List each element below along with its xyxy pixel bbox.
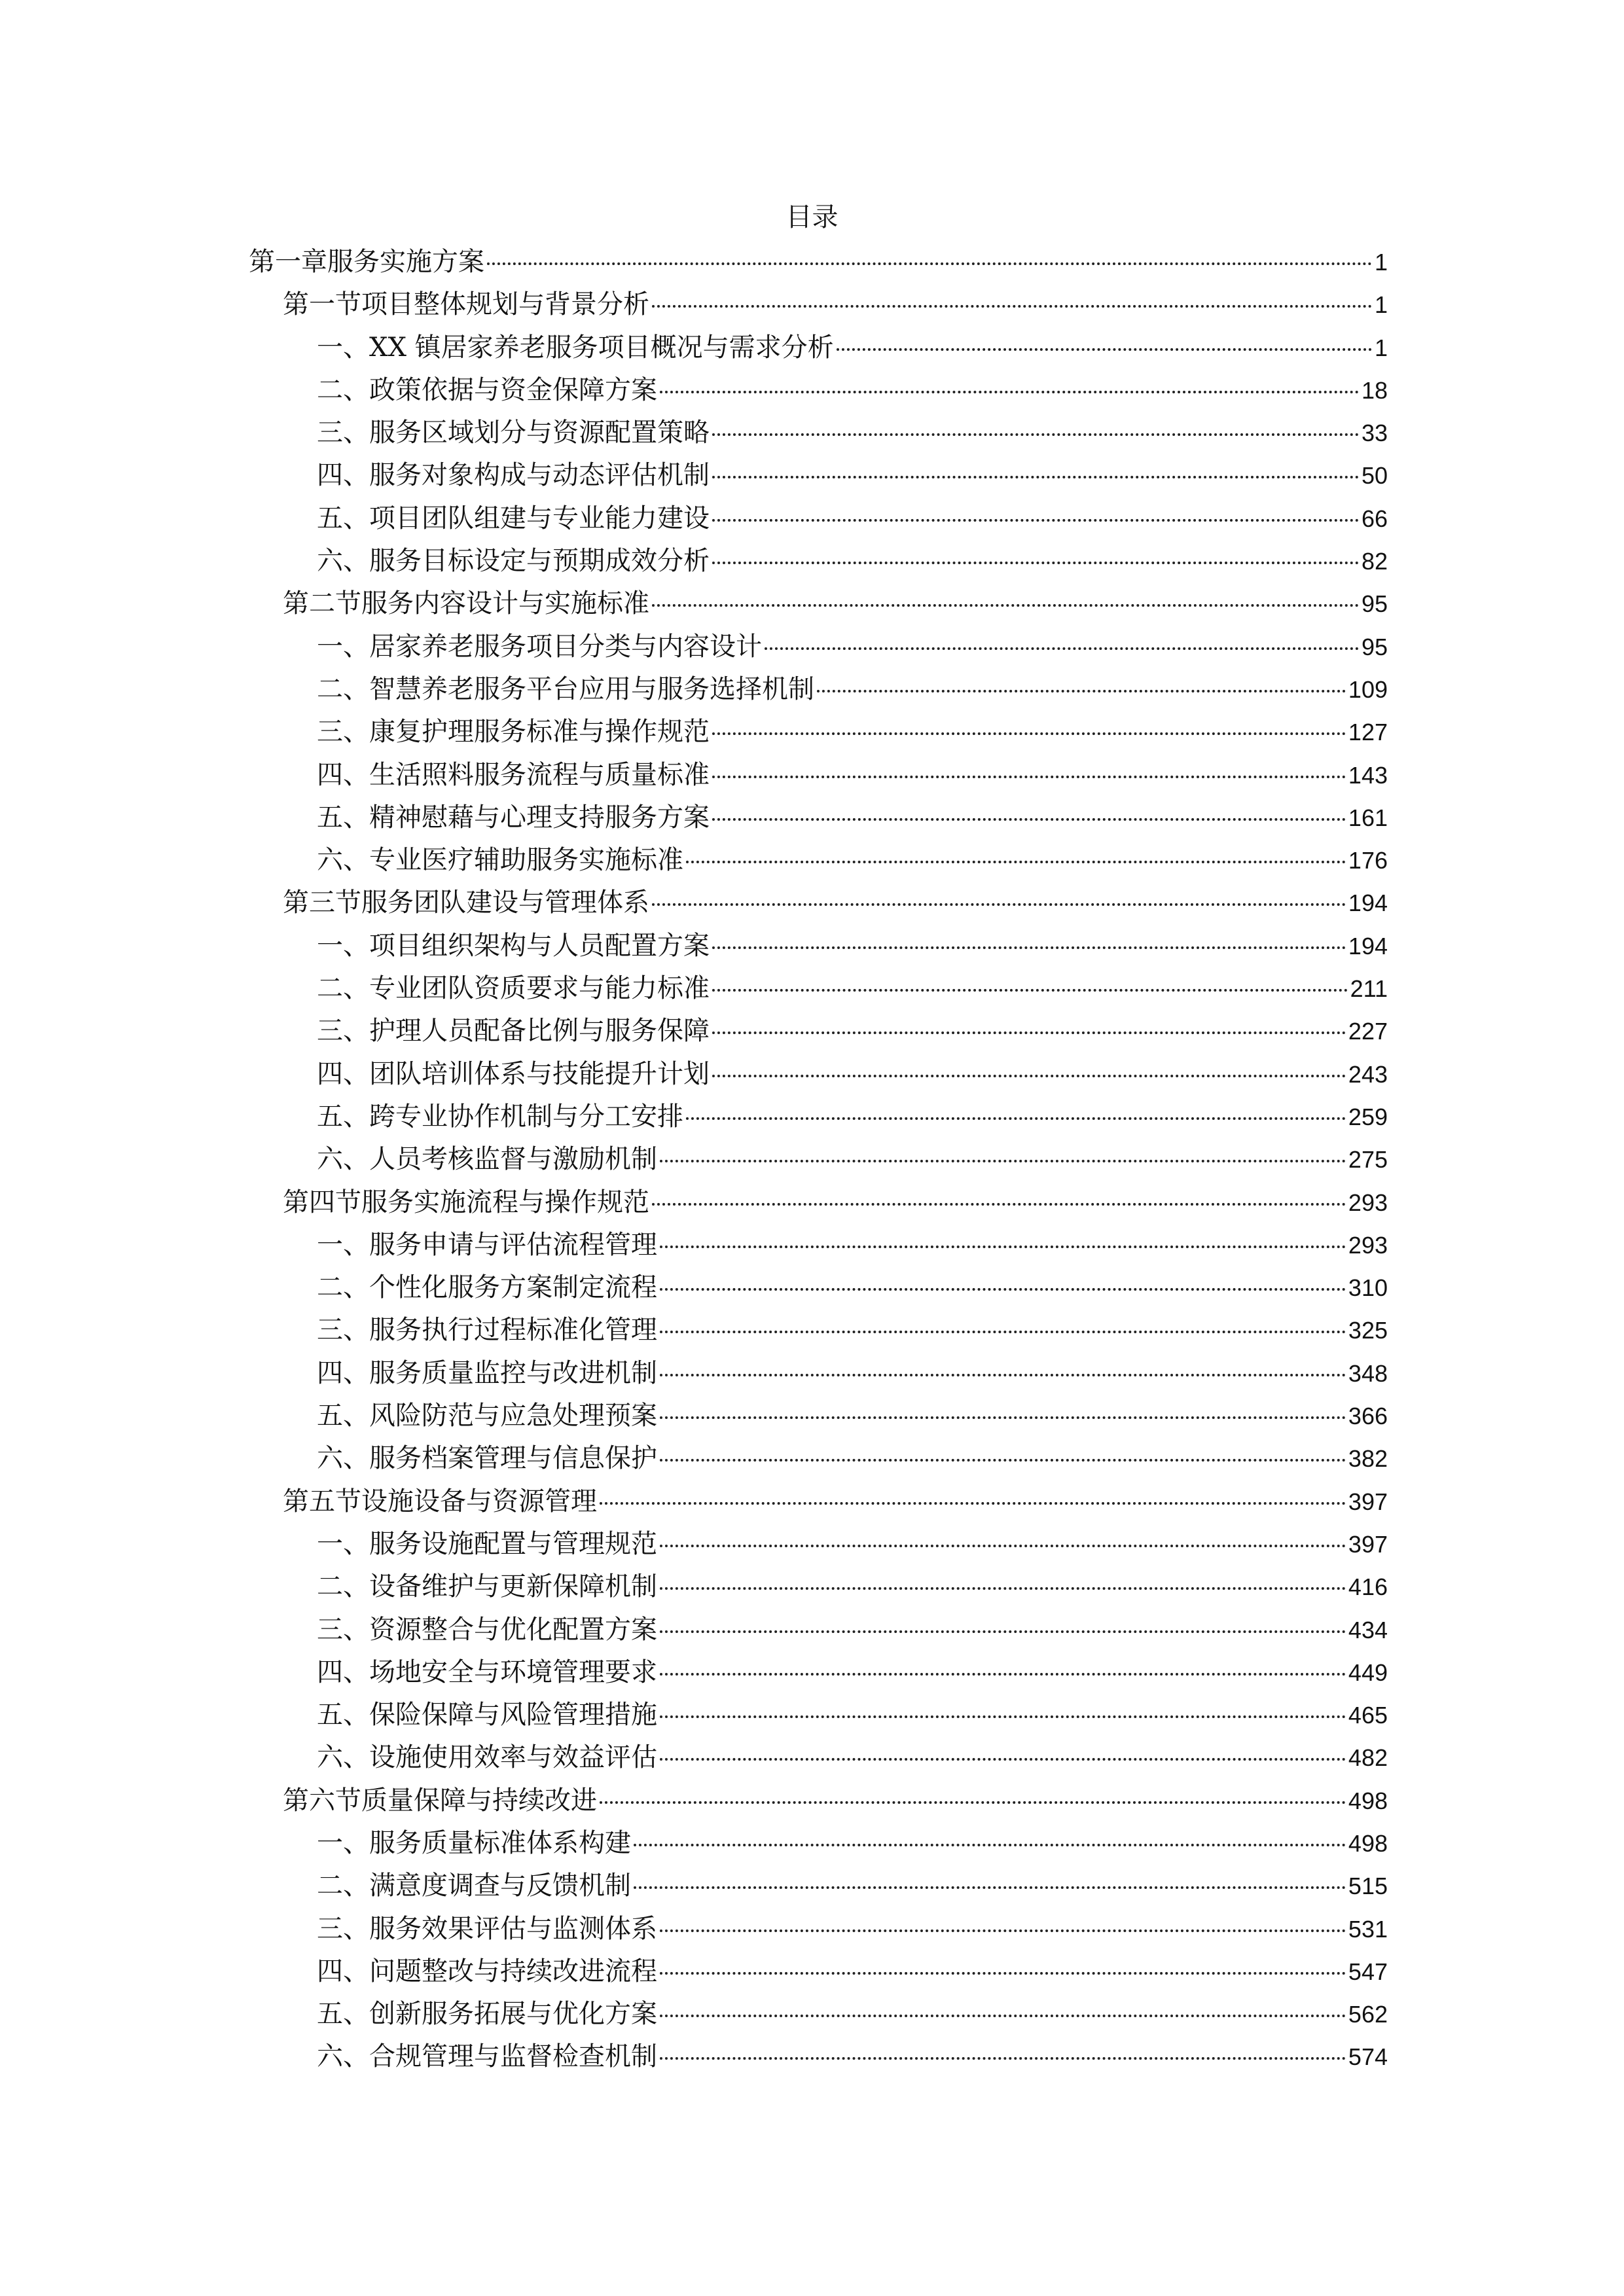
toc-dot-leader xyxy=(837,348,1372,351)
toc-entry-label: 三、服务效果评估与监测体系 xyxy=(317,1913,657,1944)
toc-entry[interactable] xyxy=(249,285,1388,327)
toc-dot-leader xyxy=(660,1587,1346,1590)
toc-entry-page-number: 416 xyxy=(1348,1573,1388,1601)
toc-entry-page-number: 194 xyxy=(1348,932,1388,960)
toc-entry[interactable] xyxy=(249,840,1388,883)
toc-entry-page-number: 348 xyxy=(1348,1359,1388,1387)
toc-entry-label: 四、场地安全与环境管理要求 xyxy=(317,1657,657,1687)
toc-entry-page-number: 515 xyxy=(1348,1873,1388,1900)
toc-dot-leader xyxy=(686,861,1346,863)
toc-entry[interactable] xyxy=(249,1097,1388,1139)
toc-dot-leader xyxy=(660,1545,1346,1547)
toc-entry[interactable] xyxy=(249,1695,1388,1738)
toc-entry-page-number: 127 xyxy=(1348,719,1388,746)
toc-entry-label: 五、跨专业协作机制与分工安排 xyxy=(317,1101,683,1132)
toc-entry-label: 一、XX 镇居家养老服务项目概况与需求分析 xyxy=(317,332,834,363)
toc-dot-leader xyxy=(660,1416,1346,1419)
toc-entry[interactable] xyxy=(249,969,1388,1011)
toc-entry-page-number: 243 xyxy=(1348,1060,1388,1088)
toc-dot-leader xyxy=(660,1374,1346,1376)
toc-entry-page-number: 95 xyxy=(1361,590,1388,618)
toc-entry[interactable] xyxy=(249,755,1388,798)
toc-entry-page-number: 574 xyxy=(1348,2043,1388,2071)
toc-entry-label: 二、满意度调查与反馈机制 xyxy=(317,1871,631,1901)
toc-dot-leader xyxy=(660,391,1359,393)
toc-entry[interactable] xyxy=(249,541,1388,584)
toc-entry-label: 五、精神慰藉与心理支持服务方案 xyxy=(317,802,710,833)
toc-entry-page-number: 465 xyxy=(1348,1702,1388,1729)
toc-entry-label: 第六节质量保障与持续改进 xyxy=(283,1785,597,1816)
toc-dot-leader xyxy=(487,262,1372,265)
toc-entry-page-number: 449 xyxy=(1348,1659,1388,1686)
toc-entry-label: 第三节服务团队建设与管理体系 xyxy=(283,888,649,918)
toc-entry[interactable] xyxy=(249,1567,1388,1609)
toc-dot-leader xyxy=(712,1075,1346,1077)
toc-entry-page-number: 259 xyxy=(1348,1103,1388,1130)
toc-dot-leader xyxy=(652,604,1359,607)
toc-entry[interactable] xyxy=(249,1225,1388,1268)
toc-dot-leader xyxy=(660,1929,1346,1932)
page-title: 目录 xyxy=(785,202,839,232)
toc-entry-label: 一、项目组织架构与人员配置方案 xyxy=(317,930,710,961)
toc-entry[interactable] xyxy=(249,926,1388,969)
toc-dot-leader xyxy=(652,1203,1346,1206)
toc-entry[interactable] xyxy=(249,1994,1388,2037)
toc-entry-page-number: 325 xyxy=(1348,1317,1388,1344)
toc-entry[interactable] xyxy=(249,670,1388,712)
toc-dot-leader xyxy=(660,1246,1346,1248)
toc-dot-leader xyxy=(712,732,1346,735)
toc-entry-page-number: 33 xyxy=(1361,420,1388,447)
toc-entry-page-number: 194 xyxy=(1348,889,1388,917)
toc-entry-page-number: 382 xyxy=(1348,1445,1388,1473)
toc-entry[interactable] xyxy=(249,1524,1388,1567)
toc-entry-page-number: 18 xyxy=(1361,376,1388,404)
toc-dot-leader xyxy=(765,647,1359,650)
toc-entry-label: 二、专业团队资质要求与能力标准 xyxy=(317,973,710,1004)
toc-dot-leader xyxy=(660,1758,1346,1761)
toc-entry[interactable] xyxy=(249,1054,1388,1097)
toc-entry-page-number: 397 xyxy=(1348,1530,1388,1558)
toc-entry[interactable] xyxy=(249,499,1388,541)
toc-dot-leader xyxy=(660,1673,1346,1676)
toc-entry-label: 五、保险保障与风险管理措施 xyxy=(317,1700,657,1731)
toc-dot-leader xyxy=(660,1331,1346,1333)
toc-entry-label: 第四节服务实施流程与操作规范 xyxy=(283,1187,649,1217)
toc-dot-leader xyxy=(660,2015,1346,2017)
toc-entry-label: 三、资源整合与优化配置方案 xyxy=(317,1614,657,1645)
toc-entry[interactable] xyxy=(249,2037,1388,2079)
table-of-contents xyxy=(249,242,1388,2080)
toc-entry-label: 四、服务对象构成与动态评估机制 xyxy=(317,460,710,491)
toc-entry[interactable] xyxy=(249,328,1388,370)
toc-entry[interactable] xyxy=(249,456,1388,498)
toc-dot-leader xyxy=(712,433,1359,436)
toc-dot-leader xyxy=(652,305,1372,308)
toc-entry-label: 四、服务质量监控与改进机制 xyxy=(317,1357,657,1388)
toc-entry-page-number: 176 xyxy=(1348,847,1388,874)
toc-entry[interactable] xyxy=(249,1396,1388,1439)
toc-entry-label: 三、服务执行过程标准化管理 xyxy=(317,1315,657,1346)
toc-entry[interactable] xyxy=(249,1781,1388,1823)
toc-entry[interactable] xyxy=(249,1738,1388,1780)
toc-entry[interactable] xyxy=(249,712,1388,755)
toc-entry-label: 六、服务目标设定与预期成效分析 xyxy=(317,546,710,577)
toc-entry-page-number: 293 xyxy=(1348,1189,1388,1216)
toc-entry[interactable] xyxy=(249,1011,1388,1054)
toc-dot-leader xyxy=(712,946,1346,949)
toc-entry-label: 一、居家养老服务项目分类与内容设计 xyxy=(317,631,762,662)
toc-dot-leader xyxy=(712,519,1359,522)
toc-entry-label: 三、康复护理服务标准与操作规范 xyxy=(317,717,710,747)
toc-entry-page-number: 1 xyxy=(1374,249,1388,276)
toc-entry-page-number: 50 xyxy=(1361,462,1388,490)
toc-entry-label: 二、政策依据与资金保障方案 xyxy=(317,374,657,405)
toc-dot-leader xyxy=(660,1630,1346,1633)
toc-dot-leader xyxy=(686,1117,1346,1120)
toc-entry[interactable] xyxy=(249,883,1388,925)
toc-entry-label: 第一章服务实施方案 xyxy=(249,247,484,277)
toc-entry-label: 五、项目团队组建与专业能力建设 xyxy=(317,503,710,533)
toc-entry-label: 二、设备维护与更新保障机制 xyxy=(317,1571,657,1602)
toc-entry[interactable] xyxy=(249,1610,1388,1653)
toc-entry-page-number: 1 xyxy=(1374,334,1388,361)
toc-entry-page-number: 293 xyxy=(1348,1231,1388,1259)
toc-entry-page-number: 531 xyxy=(1348,1915,1388,1943)
toc-dot-leader xyxy=(712,989,1348,992)
toc-entry[interactable] xyxy=(249,1439,1388,1481)
toc-entry-label: 五、创新服务拓展与优化方案 xyxy=(317,1999,657,2030)
toc-entry-page-number: 482 xyxy=(1348,1744,1388,1772)
toc-dot-leader xyxy=(660,1972,1346,1975)
toc-entry-page-number: 310 xyxy=(1348,1274,1388,1302)
toc-entry[interactable] xyxy=(249,1866,1388,1909)
toc-entry-page-number: 143 xyxy=(1348,761,1388,789)
toc-entry-page-number: 161 xyxy=(1348,804,1388,831)
toc-entry-label: 一、服务设施配置与管理规范 xyxy=(317,1528,657,1559)
toc-dot-leader xyxy=(712,1031,1346,1034)
toc-entry-label: 六、设施使用效率与效益评估 xyxy=(317,1742,657,1773)
toc-entry[interactable] xyxy=(249,1183,1388,1225)
toc-entry-page-number: 227 xyxy=(1348,1018,1388,1045)
toc-dot-leader xyxy=(660,2057,1346,2060)
toc-entry[interactable] xyxy=(249,1139,1388,1182)
toc-entry[interactable] xyxy=(249,1268,1388,1310)
toc-entry-page-number: 562 xyxy=(1348,2001,1388,2028)
toc-dot-leader xyxy=(652,903,1346,906)
toc-entry[interactable] xyxy=(249,1909,1388,1952)
toc-entry-page-number: 498 xyxy=(1348,1829,1388,1857)
toc-dot-leader xyxy=(660,1715,1346,1718)
toc-entry[interactable] xyxy=(249,1482,1388,1524)
toc-dot-leader xyxy=(600,1801,1346,1804)
toc-entry-label: 二、个性化服务方案制定流程 xyxy=(317,1272,657,1303)
toc-entry-page-number: 82 xyxy=(1361,548,1388,575)
toc-entry-label: 三、护理人员配备比例与服务保障 xyxy=(317,1016,710,1047)
toc-dot-leader xyxy=(712,562,1359,564)
toc-dot-leader xyxy=(634,1886,1346,1889)
toc-dot-leader xyxy=(712,476,1359,478)
toc-entry-page-number: 547 xyxy=(1348,1958,1388,1985)
toc-entry[interactable] xyxy=(249,242,1388,285)
toc-entry-label: 六、服务档案管理与信息保护 xyxy=(317,1443,657,1474)
toc-entry[interactable] xyxy=(249,370,1388,413)
toc-entry-page-number: 95 xyxy=(1361,633,1388,660)
toc-entry[interactable] xyxy=(249,1310,1388,1353)
toc-dot-leader xyxy=(712,818,1346,821)
toc-entry-label: 第二节服务内容设计与实施标准 xyxy=(283,588,649,619)
toc-entry[interactable] xyxy=(249,413,1388,456)
toc-dot-leader xyxy=(660,1160,1346,1162)
toc-dot-leader xyxy=(712,776,1346,778)
toc-entry-label: 第一节项目整体规划与背景分析 xyxy=(283,289,649,320)
toc-entry-label: 第五节设施设备与资源管理 xyxy=(283,1486,597,1516)
toc-entry[interactable] xyxy=(249,1823,1388,1866)
toc-entry-page-number: 498 xyxy=(1348,1787,1388,1814)
toc-entry-page-number: 366 xyxy=(1348,1403,1388,1430)
toc-entry-label: 四、问题整改与持续改进流程 xyxy=(317,1956,657,1986)
toc-entry[interactable] xyxy=(249,798,1388,840)
toc-entry-page-number: 211 xyxy=(1350,975,1388,1003)
toc-entry-page-number: 66 xyxy=(1361,505,1388,532)
toc-entry-label: 六、人员考核监督与激励机制 xyxy=(317,1144,657,1175)
toc-entry-page-number: 275 xyxy=(1348,1146,1388,1174)
toc-dot-leader xyxy=(660,1459,1346,1462)
toc-dot-leader xyxy=(660,1288,1346,1291)
toc-entry[interactable] xyxy=(249,584,1388,626)
toc-entry[interactable] xyxy=(249,1653,1388,1695)
toc-entry-label: 一、服务申请与评估流程管理 xyxy=(317,1229,657,1260)
toc-entry-label: 六、合规管理与监督检查机制 xyxy=(317,2041,657,2072)
toc-entry-label: 六、专业医疗辅助服务实施标准 xyxy=(317,845,683,876)
toc-entry-label: 四、生活照料服务流程与质量标准 xyxy=(317,759,710,790)
toc-entry-page-number: 434 xyxy=(1348,1616,1388,1643)
toc-entry[interactable] xyxy=(249,1354,1388,1396)
toc-dot-leader xyxy=(634,1844,1346,1846)
toc-entry-label: 四、团队培训体系与技能提升计划 xyxy=(317,1058,710,1089)
toc-entry-page-number: 109 xyxy=(1348,675,1388,703)
toc-entry[interactable] xyxy=(249,627,1388,670)
toc-dot-leader xyxy=(817,690,1346,692)
toc-dot-leader xyxy=(600,1502,1346,1505)
toc-entry-page-number: 1 xyxy=(1374,291,1388,319)
toc-entry[interactable] xyxy=(249,1952,1388,1994)
toc-entry-label: 一、服务质量标准体系构建 xyxy=(317,1827,631,1858)
toc-entry-label: 三、服务区域划分与资源配置策略 xyxy=(317,418,710,448)
toc-entry-label: 二、智慧养老服务平台应用与服务选择机制 xyxy=(317,673,814,704)
toc-entry-label: 五、风险防范与应急处理预案 xyxy=(317,1401,657,1431)
toc-entry-page-number: 397 xyxy=(1348,1488,1388,1515)
